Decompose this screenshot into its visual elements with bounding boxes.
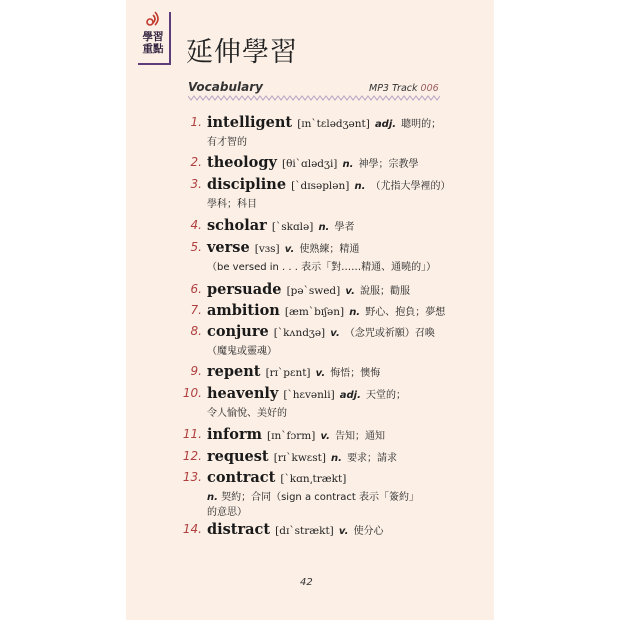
entry-headline [207,279,410,298]
entry-definition: （尤指大學裡的） [370,181,451,192]
entry-headline [207,215,354,234]
entry-number: 7. [190,303,202,317]
entry-number: 3. [190,177,202,191]
entry-headline [207,424,385,443]
badge-line-1: 學習 [142,31,164,43]
section-badge [138,10,168,64]
entry-definition: 說服；勸服 [359,286,410,297]
entry-part-of-speech: adj. [339,390,361,401]
entry-pronunciation: [dɪ`strækt] [275,525,334,537]
entry-definition: 使分心 [353,526,384,537]
entry-definition-continued: n. 契約；合同（sign a contract 表示「簽約」 [207,492,419,503]
entry-number: 11. [182,427,202,441]
entry-headline [207,300,445,319]
entry-definition-continued: 令人愉悅、美好的 [207,408,287,419]
mp3-track-label: MP3 Track [369,83,418,94]
entry-pronunciation: [ɪn`tɛlədʒənt] [297,118,370,130]
entry-headline [207,446,397,465]
entry-definition: 學者 [334,222,355,233]
entry-word: ambition [207,302,280,319]
entry-definition: 聰明的； [401,119,442,130]
entry-part-of-speech: v. [320,431,330,442]
entry-word: request [207,448,269,465]
entry-headline [207,321,435,340]
entry-pronunciation: [`kʌndʒə] [273,327,326,339]
entry-number: 8. [190,324,202,338]
entry-definition-continued: 有才智的 [207,137,247,148]
entry-part-of-speech: n. [349,307,361,318]
entry-definition: 野心、抱負；夢想 [365,307,446,318]
entry-definition: （念咒或祈願）召喚 [344,328,435,339]
entry-part-of-speech: n. [207,492,218,503]
entry-headline [207,519,383,538]
page-title: 延伸學習 [186,37,298,68]
entry-part-of-speech: v. [345,286,355,297]
entry-number: 5. [190,240,202,254]
entry-word: contract [207,469,276,486]
entry-number: 1. [190,115,202,129]
entry-headline [207,383,406,402]
entry-pronunciation: [`skɑlə] [271,221,314,233]
entry-headline [207,152,419,171]
entry-number: 6. [190,282,202,296]
entry-headline [207,361,380,380]
section-label: Vocabulary [188,80,263,94]
entry-word: conjure [207,323,269,340]
entry-part-of-speech: v. [330,328,340,339]
entry-word: discipline [207,176,287,193]
entry-number: 12. [182,449,202,463]
entry-number: 4. [190,218,202,232]
entry-word: persuade [207,281,282,298]
entry-word: heavenly [207,385,279,402]
entry-pronunciation: [ɪn`fɔrm] [267,430,316,442]
entry-word: inform [207,426,262,443]
entry-part-of-speech: v. [315,368,326,379]
entry-number: 2. [190,155,202,169]
entry-pronunciation: [θi`ɑlədʒi] [281,158,338,170]
entry-part-of-speech: n. [342,159,354,170]
entry-word: distract [207,521,271,538]
entry-pronunciation: [rɪ`kwɛst] [273,452,326,464]
sound-waves-icon [144,10,162,26]
zigzag-divider [188,95,440,101]
entry-pronunciation: [`kɑn͵trækt] [280,473,347,485]
entry-pronunciation: [`dɪsəplən] [291,180,350,192]
entry-pronunciation: [vɜs] [254,243,280,255]
entry-definition-continued: 學科；科目 [207,199,257,210]
entry-definition: 要求；請求 [347,453,398,464]
entry-definition: 使熟練；精通 [299,244,360,255]
entry-number: 9. [190,364,202,378]
entry-part-of-speech: v. [338,526,349,537]
entry-definition: 告知；通知 [335,431,386,442]
badge-horizontal-rule [138,63,171,65]
entry-part-of-speech: adj. [374,119,397,130]
entry-word: intelligent [207,114,293,131]
entry-pronunciation: [pə`swed] [286,285,341,297]
entry-definition: 神學；宗教學 [358,159,419,170]
badge-line-2: 重點 [142,43,164,55]
entry-definition-continued: （be versed in . . . 表示「對……精通、通曉的」） [207,262,437,273]
entry-pronunciation: [`hɛvənli] [283,389,335,401]
page-number: 42 [300,577,313,588]
entry-definition: 悔悟；懊悔 [330,368,381,379]
entry-part-of-speech: n. [318,222,330,233]
entry-headline [207,174,450,193]
entry-headline [207,112,441,131]
mp3-track-number: 006 [420,83,439,94]
entry-number: 10. [182,386,202,400]
entry-part-of-speech: n. [354,181,366,192]
entry-headline [207,467,346,486]
entry-pronunciation: [rɪ`pɛnt] [265,367,311,379]
badge-vertical-rule [169,12,171,64]
entry-headline [207,237,359,256]
entry-word: verse [207,239,250,256]
entry-pronunciation: [æm`bɪʃən] [284,306,345,318]
entry-word: repent [207,363,261,380]
entry-number: 14. [182,522,202,536]
entry-number: 13. [182,470,202,484]
mp3-track [369,83,439,94]
entry-word: scholar [207,217,267,234]
entry-definition-continued: 的意思） [207,507,247,518]
entry-part-of-speech: v. [284,244,295,255]
entry-word: theology [207,154,277,171]
entry-definition-continued: （魔鬼或靈魂） [207,346,277,357]
entry-definition: 天堂的； [366,390,406,401]
entry-part-of-speech: n. [331,453,342,464]
